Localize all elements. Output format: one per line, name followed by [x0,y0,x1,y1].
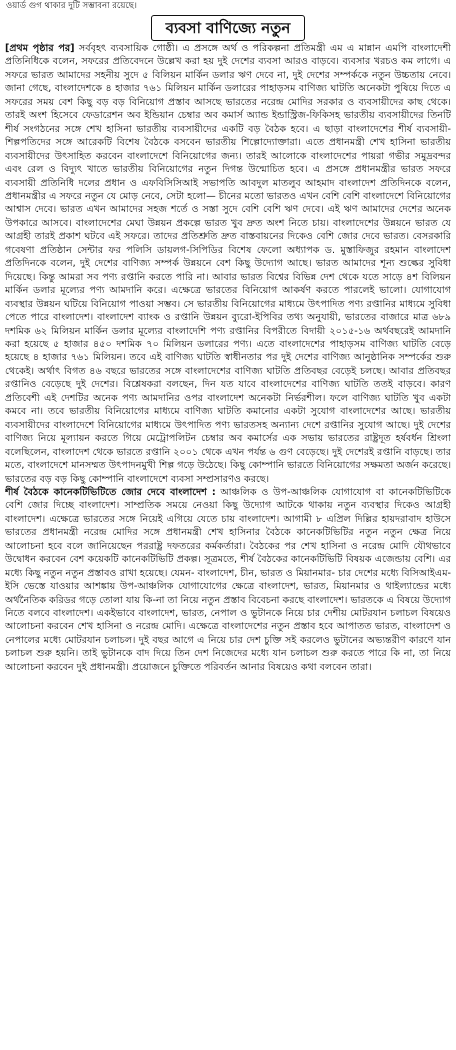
paragraph-2 [5,486,451,674]
article-body [5,42,451,1048]
article-headline: ব্যবসা বাণিজ্যে নতুন [151,15,306,41]
previous-article-tail: ওয়ার্ড গুগ থাকার দুটি সম্ভাবনা রয়েছে। [6,1,137,11]
headline-box [0,12,456,42]
paragraph-2-text: আঞ্চলিক ও উপ-আঞ্চলিক যোগাযোগ বা কানেকটিভিটিকে বেশি জোর দিচ্ছে বাংলাদেশ। সাম্প্রতিক সময়ে নেওয়া কিছু উদ্যোগ আটকে থাকায় নতুন ব্যবস্থার দিকেও আগ্রহী বাংলাদেশ। এক্ষেত্রে ভারতের সঙ্গে নিয়েই এগিয়ে যেতে চায় বাংলাদেশ। আগামী ৮ এপ্রিল দিল্লির হায়দরাবাদ হাউসে ভারতের প্রধানমন্ত্রী নরেন্দ্র মোদির সঙ্গে প্রধানমন্ত্রী শেখ হাসিনার বৈঠকে কানেকটিভিটির নতুন নতুন ক্ষেত্র নিয়ে আলোচনা হবে বলে জানিয়েছেন পররাষ্ট্র দফতরের কর্মকর্তারা। বৈঠকের পর শেখ হাসিনা ও নরেন্দ্র মোদি যৌথভাবে উদ্বোধন করবেন বেশ কয়েকটি কানেকটিভিটি প্রকল্প। সূত্রমতে, শীর্ষ বৈঠকের কানেকটিভিটি বিষয়ক এজেন্ডায় বেশি। এর মধ্যে কিছু নতুন নতুন প্রস্তাবও রাখা হয়েছে। যেমন- বাংলাদেশ, চীন, ভারত ও মিয়ানমার- চার দেশের মধ্যে বিসিআইএম-ইসি ভেস্তে যাওয়ার আশঙ্কায় উপ-আঞ্চলিক যোগাযোগের ক্ষেত্রে বাংলাদেশ, ভারত, মিয়ানমার ও থাইল্যান্ডের মধ্যে অর্থনৈতিক করিডর গড়ে তোলা যায় কি-না তা নিয়ে নতুন প্রস্তাব বিবেচনা করছে বাংলাদেশ। ভারতকে এ বিষয়ে উদ্যোগ নিতে বলবে বাংলাদেশ। একইভাবে বাংলাদেশ, ভারত, নেপাল ও ভুটানকে নিয়ে চার দেশীয় মোটরযান চলাচল বিষয়েও আলোচনা করবেন শেখ হাসিনা ও নরেন্দ্র মোদি। এক্ষেত্রে বাংলাদেশের নতুন প্রস্তাব হবে আপাতত ভারত, বাংলাদেশ ও নেপালের মধ্যে মোটরযান চলাচল। দুই বছর আগে এ নিয়ে চার দেশ চুক্তি সই করলেও ভুটানের অভ্যন্তরীণ কারণে যান চলাচল শুরু হয়নি। তাই ভুটানকে বাদ দিয়ে তিন দেশ নিজেদের মধ্যে যান চলাচল শুরু করতে পারে কি না, তা নিয়ে আলোচনা করবেন দুই প্রধানমন্ত্রী। প্রয়োজনে চুক্তিতে পরিবর্তন আনার বিষয়েও কথা বলবেন তারা। [5,486,451,673]
subheading: শীর্ষ বৈঠকে কানেকটিভিটিতে জোর দেবে বাংলাদেশ : [5,486,216,498]
continued-from-front-page: [প্রথম পৃষ্ঠার পর] [5,43,75,54]
paragraph-1-text: সর্ববৃহৎ ব্যবসায়িক গোষ্ঠী। এ প্রসঙ্গে অর্থ ও পরিকল্পনা প্রতিমন্ত্রী এম এ মান্নান এমপি বাংলাদেশী প্রতিনিধিকে বলেন, সফরের প্রতিবেদনে উল্লেখ করা হয় দুই দেশের ব্যবসা আরও বাড়বে। ব্যবসার খরচও কম লাগে। এ সফরে ভারত আমাদের সহনীয় সুদে ৫ বিলিয়ন মার্কিন ডলার ঋণ দেবে না, দুই দেশের সম্পর্ককে নতুন উচ্চতায় নেবে। জানা গেছে, বাংলাদেশকে ৪ হাজার ৭৬১ মিলিয়ন মার্কিন ডলারের পাহাড়সম বাণিজ্য ঘাটতি অনেকটা পুষিয়ে দিতে এ সফরের সময় বেশ কিছু বড় বড় বিনিয়োগ প্রস্তাব আসছে ভারতের নরেন্দ্র মোদির সরকার ও ব্যবসায়ীদের কাছ থেকে। তারই অংশ হিসেবে ফেডারেশন অব ইন্ডিয়ান চেম্বার অব কমার্স অ্যান্ড ইন্ডাস্ট্রিজ-ফিকিসহ ভারতীয় ব্যবসায়ীদের তিনটি শীর্ষ সংগঠনের সঙ্গে শেখ হাসিনা ভারতীয় ব্যবসায়ীদের একটি বড় বৈঠক হবে। এ ছাড়া বাংলাদেশের শীর্ষ ব্যবসায়ী-শিল্পপতিদের সঙ্গে আরেকটি বিশেষ বৈঠকে বসবেন ভারতীয় শিল্পোদ্যোক্তারা। এতে প্রধানমন্ত্রী শেখ হাসিনা ভারতীয় ব্যবসায়ীদের উৎসাহিত করবেন বাংলাদেশে বিনিয়োগের জন্য। তারই আলোকে বাংলাদেশের পায়রা গভীর সমুদ্রবন্দর এবং রেল ও বিদ্যুৎ খাতে ভারতীয় বিনিয়োগের নতুন দিগন্ত উন্মোচিত হবে। এ প্রসঙ্গে প্রধানমন্ত্রীর ভারত সফরে ব্যবসায়ী প্রতিনিধি দলের প্রধান ও এফবিসিসিআই সভাপতি আবদুল মাতলুব আহমাদ বাংলাদেশ প্রতিদিনকে বলেন, প্রধানমন্ত্রীর এ সফরে নতুন যে মোড় নেবে, সেটা হলো— চীনের মতো ভারতও এখন বেশি বেশি বাংলাদেশে বিনিয়োগের আশ্বাস দেবে। ভারত এখন আমাদের সহজ শর্তে ও সস্তা সুদে বেশি বেশি ঋণ দেবে। এই ঋণ আমাদের দেশের অনেক উপকারে আসবে। বাংলাদেশের মেঘা উন্নয়ন প্রকল্পে ভারত খুব দ্রুত অংশ নিতে চায়। বাংলাদেশের উন্নয়নে ভারত যে আগ্রহী তারই প্রকাশ ঘটবে এই সফরে। তাদের প্রতিশ্রুতি দ্রুত বাস্তবায়নের দিকেও বেশি জোর দেবে ভারত। বেসরকারি গবেষণা প্রতিষ্ঠান সেন্টার ফর পলিসি ডায়লগ-সিপিডির বিশেষ ফেলো অধ্যাপক ড. মুস্তাফিজুর রহমান বাংলাদেশ প্রতিদিনকে বলেন, দুই দেশের বাণিজ্য সম্পর্ক উন্নয়নে বেশ কিছু উদ্যোগ আছে। ভারত আমাদের শূন্য শুল্কের সুবিধা দিয়েছে। কিন্তু আমরা সব পণ্য রপ্তানি করতে পারি না। আবার ভারত বিশ্বের বিভিন্ন দেশ থেকে যতে সাড়ে ৪শ বিলিয়ন মার্কিন ডলার মূল্যের পণ্য আমদানি করে। এক্ষেত্রে ভারতের বিনিয়োগ আকর্ষণ করতে পারলেই ভালো। যোগাযোগ ব্যবস্থার উন্নয়ন ঘটিয়ে বিনিয়োগ পাওয়া সম্ভব। সে ভারতীয় বিনিয়োগের মাধ্যমে উৎপাদিত পণ্য রপ্তানির মাধ্যমে সুবিধা পেতে পারে বাংলাদেশ। বাংলাদেশ ব্যাংক ও রপ্তানি উন্নয়ন ব্যুরো-ইপিবির তথ্য অনুযায়ী, ভারতের বাজারে মাত্র ৬৮৯ দশমিক ৬২ মিলিয়ন মার্কিন ডলার মূল্যের বাংলাদেশি পণ্য রপ্তানির বিপরীতে বিদায়ী ২০১৫-১৬ অর্থবছরেই আমদানি করা হয়েছে ৫ হাজার ৪৫০ দশমিক ৭০ মিলিয়ন ডলারের পণ্য। এতে বাংলাদেশের পাহাড়সম বাণিজ্য ঘাটতি বেড়ে হয়েছে ৪ হাজার ৭৬১ মিলিয়ন। তবে এই বাণিজ্য ঘাটতি স্বাধীনতার পর দুই দেশের বাণিজ্য আনুষ্ঠানিক সম্পর্কের শুরু থেকেই। অর্থাৎ বিগত ৪৬ বছরে ভারতের সঙ্গে বাংলাদেশের বাণিজ্য ঘাটতি প্রতিবছর বেড়েই চলছে। আবার প্রতিবছর রপ্তানিও বেড়েছে দুই দেশের। বিশ্লেষকরা বলছেন, দিন যত যাবে বাংলাদেশের বাণিজ্য ঘাটতি ততই বাড়বে। কারণ প্রতিবেশী এই দেশটির অনেক পণ্য আমদানির ওপর বাংলাদেশ অনেকটা নির্ভরশীল। ফলে বাণিজ্য ঘাটতি খুব একটা কমবে না। তবে ভারতীয় বিনিয়োগের মাধ্যমে বাণিজ্য ঘাটতি কমানোর একটা সুযোগ বাংলাদেশের আছে। ভারতীয় ব্যবসায়ীদের বাংলাদেশে বিনিয়োগের মাধ্যমে উৎপাদিত পণ্য ভারতসহ অন্যান্য দেশে রপ্তানির সুযোগ আছে। দুই দেশের বাণিজ্য নিয়ে মূল্যায়ন করতে গিয়ে মেট্রোপলিটন চেম্বার অব কমার্সের এক সভায় ভারতের রাষ্ট্রদূত হর্ষবর্ধন শ্রিংলা বলেছিলেন, বাংলাদেশ থেকে ভারতে রপ্তানি ২০০১ থেকে এখন পর্যন্ত ৬ গুণ বেড়েছে। দুই দেশেরই রপ্তানি বাড়ছে। তার মতে, বাংলাদেশে মানসম্মত উৎপাদনমুখী শিল্প গড়ে উঠেছে। কিছু কোম্পানি ভারতে বিনিয়োগের সক্ষমতা অর্জন করেছে। ভারতের বড় বড় কিছু কোম্পানি বাংলাদেশে ব্যবসা সম্প্রসারণও করছে। [5,43,451,485]
paragraph-1 [5,42,451,486]
